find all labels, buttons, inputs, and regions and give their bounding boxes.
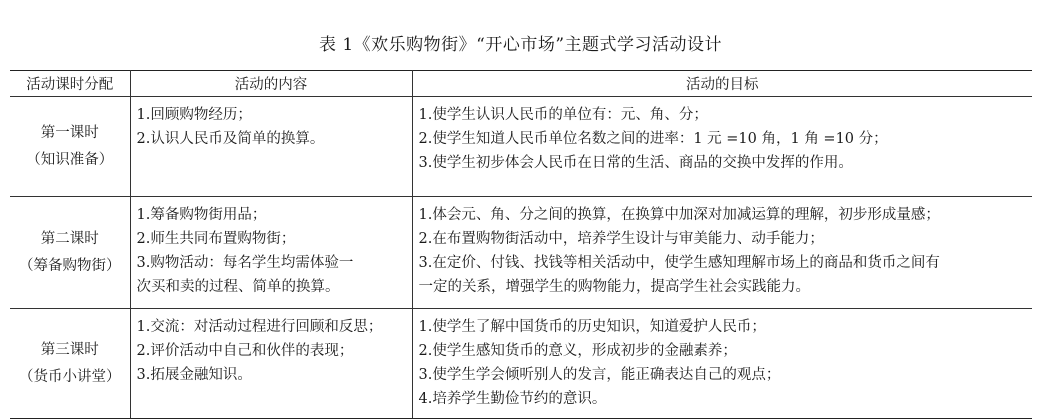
table-row	[10, 309, 1032, 419]
goal-item: 1.使学生认识人民币的单位有：元、角、分；	[418, 107, 708, 123]
goal-item: 1.体会元、角、分之间的换算，在换算中加深对加减运算的理解，初步形成量感；	[418, 207, 940, 223]
session-subtitle: （筹备购物街）	[19, 257, 121, 274]
session-title: 第一课时	[40, 124, 99, 141]
content-item: 2.认识人民币及简单的换算。	[136, 131, 325, 147]
table-row	[10, 97, 1032, 197]
content-item: 3.拓展金融知识。	[136, 367, 252, 383]
content-item: 1.回顾购物经历；	[136, 107, 252, 123]
table-row	[10, 197, 1032, 309]
session-subtitle: （货币小讲堂）	[19, 368, 121, 385]
session-subtitle: （知识准备）	[26, 151, 114, 168]
activity-design-table	[10, 70, 1032, 419]
goal-item: 2.使学生知道人民币单位名数之间的进率：1 元 =10 角，1 角 =10 分；	[418, 131, 888, 147]
goal-item: 1.使学生了解中国货币的历史知识，知道爱护人民币；	[418, 319, 766, 335]
table-caption: 表 1《欢乐购物街》“开心市场”主题式学习活动设计	[318, 35, 723, 55]
content-cell	[130, 197, 412, 309]
header-goals: 活动的目标	[412, 71, 1032, 97]
header-session: 活动课时分配	[10, 71, 130, 97]
content-cell	[130, 97, 412, 197]
content-item: 次买和卖的过程、简单的换算。	[136, 279, 340, 295]
goal-item: 3.使学生初步体会人民币在日常的生活、商品的交换中发挥的作用。	[418, 155, 853, 171]
goals-cell	[412, 197, 1032, 309]
content-cell	[130, 309, 412, 419]
goals-cell	[412, 309, 1032, 419]
goals-cell	[412, 97, 1032, 197]
goal-item: 2.使学生感知货币的意义，形成初步的金融素养；	[418, 343, 737, 359]
content-item: 2.评价活动中自己和伙伴的表现；	[136, 343, 354, 359]
session-cell	[10, 309, 130, 419]
content-item: 3.购物活动：每名学生均需体验一	[136, 255, 354, 271]
goal-item: 3.使学生学会倾听别人的发言，能正确表达自己的观点；	[418, 367, 781, 383]
content-item: 1.筹备购物街用品；	[136, 207, 267, 223]
goal-item: 一定的关系，增强学生的购物能力，提高学生社会实践能力。	[418, 279, 810, 295]
goal-item: 3.在定价、付钱、找钱等相关活动中，使学生感知理解市场上的商品和货币之间有	[418, 255, 940, 271]
header-content: 活动的内容	[130, 71, 412, 97]
session-title: 第三课时	[40, 341, 99, 358]
goal-item: 4.培养学生勤俭节约的意识。	[418, 391, 607, 407]
session-title: 第二课时	[40, 230, 99, 247]
content-item: 1.交流：对活动过程进行回顾和反思；	[136, 319, 383, 335]
table-header-row	[10, 71, 1032, 97]
goal-item: 2.在布置购物街活动中，培养学生设计与审美能力、动手能力；	[418, 231, 824, 247]
session-cell	[10, 97, 130, 197]
content-item: 2.师生共同布置购物街；	[136, 231, 296, 247]
session-cell	[10, 197, 130, 309]
